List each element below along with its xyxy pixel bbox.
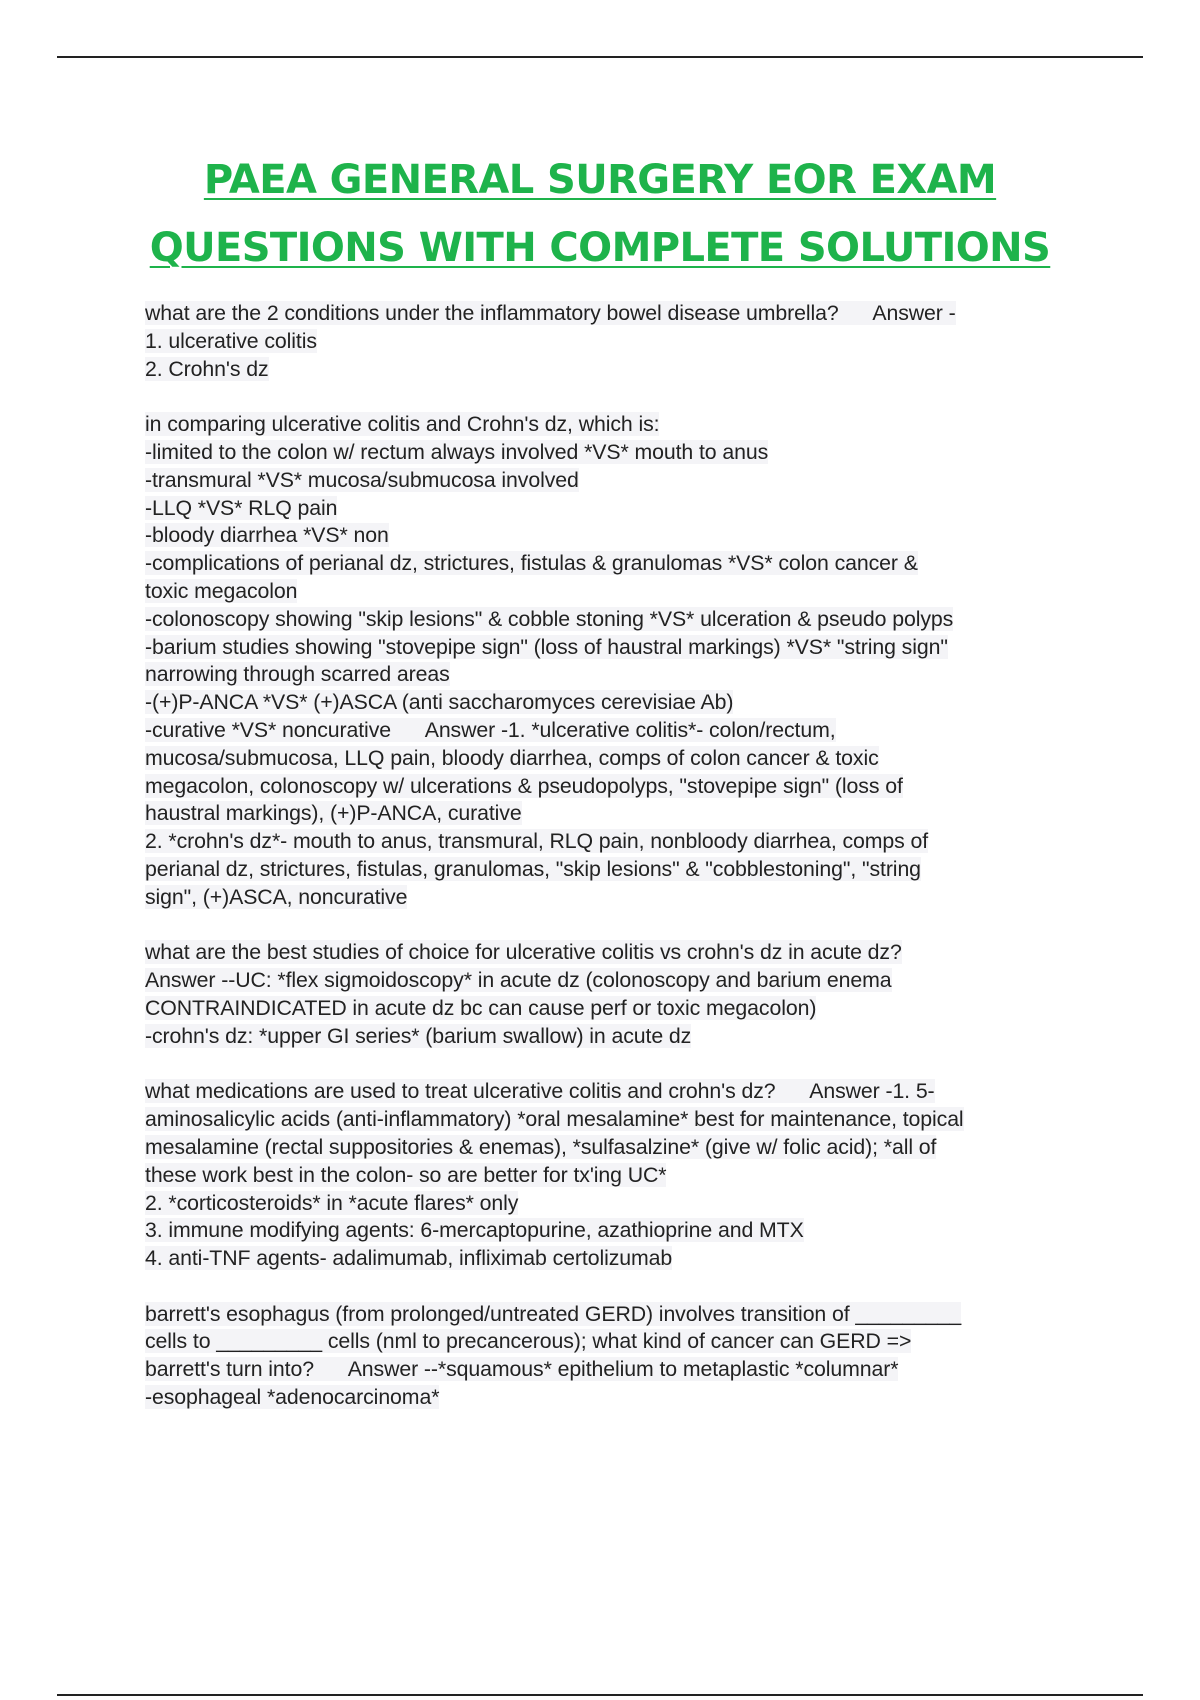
text-line-content: megacolon, colonoscopy w/ ulcerations & pseudopolyps, "stovepipe sign" (loss of [145, 773, 903, 798]
text-line [145, 745, 1095, 773]
text-line-content: -esophageal *adenocarcinoma* [145, 1385, 440, 1410]
text-line-content: -transmural *VS* mucosa/submucosa involved [145, 467, 579, 492]
text-line [145, 1190, 1095, 1218]
text-line [145, 1023, 1095, 1051]
text-line [145, 967, 1095, 995]
text-line [145, 717, 1095, 745]
text-line [145, 689, 1095, 717]
text-line-content: -barium studies showing "stovepipe sign" (loss of haustral markings) *VS* "string sign" [145, 634, 948, 659]
text-line-content: -limited to the colon w/ rectum always involved *VS* mouth to anus [145, 439, 769, 464]
text-line [145, 1356, 1095, 1384]
qa-block [145, 1078, 1095, 1273]
text-line-content: what are the best studies of choice for ulcerative colitis vs crohn's dz in acute dz? [145, 940, 902, 965]
text-line [145, 634, 1095, 662]
text-line-content: haustral markings), (+)P-ANCA, curative [145, 801, 522, 826]
text-line [145, 884, 1095, 912]
text-line-content: barrett's turn into? Answer --*squamous* epithelium to metaplastic *columnar* [145, 1357, 899, 1382]
title-line-1: PAEA GENERAL SURGERY EOR EXAM [203, 157, 997, 203]
qa-block [145, 300, 1095, 383]
text-line-content: -crohn's dz: *upper GI series* (barium swallow) in acute dz [145, 1023, 692, 1048]
text-line [145, 550, 1095, 578]
qa-block [145, 411, 1095, 911]
text-line-content: -(+)P-ANCA *VS* (+)ASCA (anti saccharomyces cerevisiae Ab) [145, 690, 734, 715]
text-line [145, 1301, 1095, 1329]
text-line-content: what medications are used to treat ulcerative colitis and crohn's dz? Answer -1. 5- [145, 1079, 935, 1104]
text-line-content: narrowing through scarred areas [145, 662, 450, 687]
text-line [145, 828, 1095, 856]
text-line [145, 856, 1095, 884]
text-line [145, 356, 1095, 384]
text-line [145, 1134, 1095, 1162]
document-title [0, 146, 1200, 282]
text-line [145, 495, 1095, 523]
text-line [145, 1106, 1095, 1134]
text-line [145, 522, 1095, 550]
text-line-content: -bloody diarrhea *VS* non [145, 523, 389, 548]
text-line [145, 467, 1095, 495]
text-line [145, 1328, 1095, 1356]
text-line-content: Answer --UC: *flex sigmoidoscopy* in acute dz (colonoscopy and barium enema [145, 968, 892, 993]
text-line-content: mucosa/submucosa, LLQ pain, bloody diarrhea, comps of colon cancer & toxic [145, 745, 879, 770]
text-line [145, 1384, 1095, 1412]
text-line [145, 578, 1095, 606]
header-rule [57, 56, 1143, 58]
text-line [145, 328, 1095, 356]
text-line-content: -curative *VS* noncurative Answer -1. *ulcerative colitis*- colon/rectum, [145, 717, 836, 742]
qa-block [145, 1301, 1095, 1412]
text-line-content: in comparing ulcerative colitis and Crohn's dz, which is: [145, 412, 660, 437]
text-line [145, 411, 1095, 439]
text-line [145, 1078, 1095, 1106]
text-line [145, 439, 1095, 467]
text-line-content: -complications of perianal dz, strictures, fistulas & granulomas *VS* colon cancer & [145, 551, 918, 576]
text-line [145, 661, 1095, 689]
text-line [145, 300, 1095, 328]
text-line [145, 773, 1095, 801]
text-line-content: mesalamine (rectal suppositories & enemas), *sulfasalzine* (give w/ folic acid); *all of [145, 1134, 937, 1159]
text-line [145, 1162, 1095, 1190]
text-line-content: toxic megacolon [145, 578, 298, 603]
text-line-content: what are the 2 conditions under the inflammatory bowel disease umbrella? Answer - [145, 301, 956, 325]
text-line-content: 2. *corticosteroids* in *acute flares* only [145, 1190, 519, 1215]
text-line [145, 800, 1095, 828]
text-line [145, 1245, 1095, 1273]
text-line [145, 939, 1095, 967]
text-line-content: -colonoscopy showing "skip lesions" & cobble stoning *VS* ulceration & pseudo polyps [145, 606, 954, 631]
text-line [145, 606, 1095, 634]
text-line-content: 2. Crohn's dz [145, 356, 269, 381]
text-line-content: barrett's esophagus (from prolonged/untreated GERD) involves transition of _________ [145, 1301, 962, 1326]
text-line [145, 995, 1095, 1023]
title-line-2: QUESTIONS WITH COMPLETE SOLUTIONS [149, 225, 1051, 271]
text-line-content: -LLQ *VS* RLQ pain [145, 495, 338, 520]
text-line-content: 3. immune modifying agents: 6-mercaptopurine, azathioprine and MTX [145, 1218, 804, 1243]
text-line [145, 1217, 1095, 1245]
text-line-content: 4. anti-TNF agents- adalimumab, infliximab certolizumab [145, 1246, 673, 1271]
text-line-content: CONTRAINDICATED in acute dz bc can cause perf or toxic megacolon) [145, 995, 817, 1020]
text-line-content: 2. *crohn's dz*- mouth to anus, transmural, RLQ pain, nonbloody diarrhea, comps of [145, 829, 929, 854]
text-line-content: these work best in the colon- so are better for tx'ing UC* [145, 1162, 667, 1187]
text-line-content: 1. ulcerative colitis [145, 328, 317, 353]
text-line-content: cells to _________ cells (nml to precancerous); what kind of cancer can GERD => [145, 1329, 912, 1354]
qa-block [145, 939, 1095, 1050]
qa-content [145, 300, 1095, 1440]
text-line-content: aminosalicylic acids (anti-inflammatory) *oral mesalamine* best for maintenance, topical [145, 1107, 964, 1132]
text-line-content: sign", (+)ASCA, noncurative [145, 884, 408, 909]
text-line-content: perianal dz, strictures, fistulas, granulomas, "skip lesions" & "cobblestoning", "string [145, 856, 921, 881]
footer-rule [57, 1694, 1143, 1696]
